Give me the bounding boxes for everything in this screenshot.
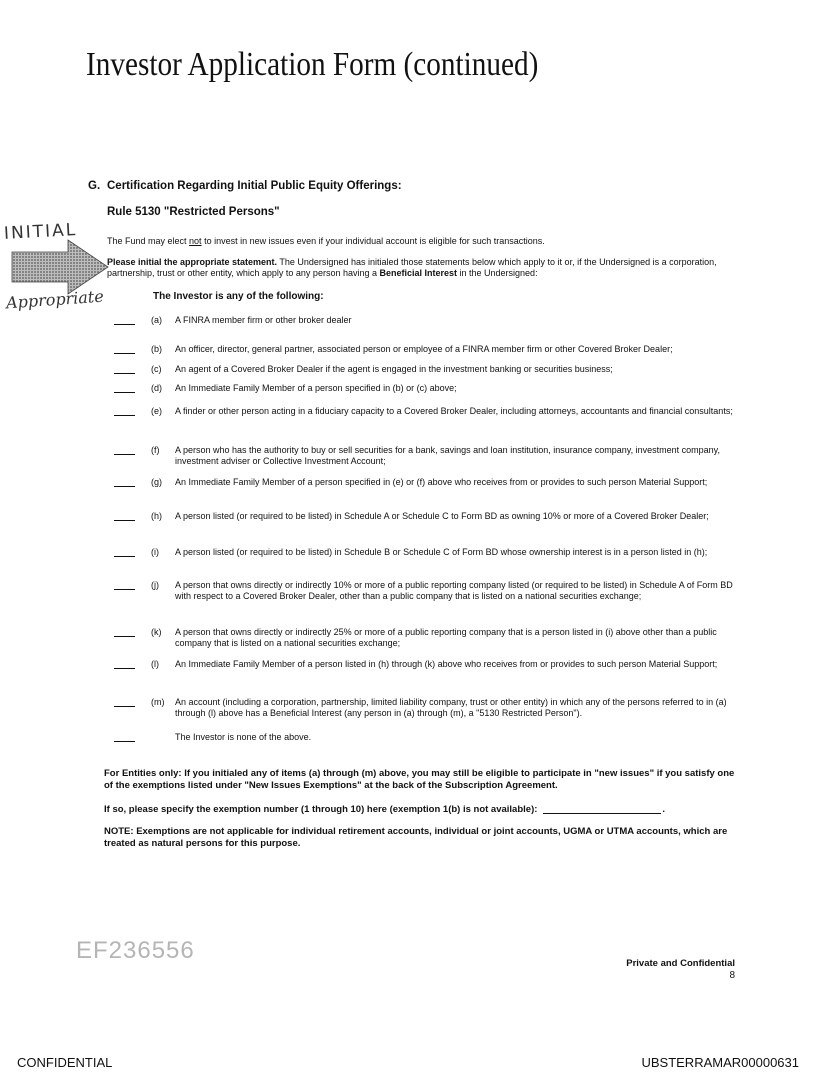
intro-text (107, 236, 545, 246)
initial-blank-field[interactable] (114, 741, 135, 742)
investor-heading: The Investor is any of the following: (153, 291, 324, 302)
initial-blank-field[interactable] (114, 589, 135, 590)
item-letter: (g) (151, 477, 162, 487)
item-text: A person listed (or required to be listed) in Schedule B or Schedule C of Form BD whose ownership interest is in a person listed in (h); (175, 547, 708, 557)
item-text: An Immediate Family Member of a person specified in (e) or (f) above who receives from or provides to such person Material Support; (175, 477, 708, 487)
item-text: An Immediate Family Member of a person listed in (h) through (k) above who receives from or provides to such person Material Support; (175, 659, 718, 669)
item-text: A person that owns directly or indirectly 25% or more of a public reporting company that is a person listed in (i) above other than a public company that is listed on a national securities exchange; (175, 627, 717, 648)
section-heading-text: Certification Regarding Initial Public Equity Offerings: (107, 180, 402, 192)
initial-blank-field[interactable] (114, 392, 135, 393)
entities-note: For Entities only: If you initialed any of items (a) through (m) above, you may still be eligible to participate in "new issues" if you satisfy one of the exemptions listed under "New Issues Exemptions" at the back of the Subscription Agreement. (104, 768, 735, 791)
document-stamp: EF236556 (76, 937, 195, 964)
initial-statement-lead: Please initial the appropriate statement. (107, 257, 278, 267)
page-title: Investor Application Form (continued) (86, 46, 539, 83)
right-arrow-icon (10, 238, 110, 296)
item-letter: (h) (151, 511, 162, 521)
initial-statement-text2: in the Undersigned: (457, 268, 538, 278)
initial-statement-text1: The Undersigned has initialed those statements below which apply to it or, if the Undersigned is a corporation, partnership, trust or other entity, which apply to any person having a (107, 257, 717, 278)
item-text: An officer, director, general partner, associated person or employee of a FINRA member firm or other Covered Broker Dealer; (175, 344, 673, 354)
exemption-number-field[interactable] (543, 813, 661, 814)
intro-underlined: not (189, 236, 202, 246)
item-text: An agent of a Covered Broker Dealer if the agent is engaged in the investment banking or securities business; (175, 364, 613, 374)
exemption-line: If so, please specify the exemption number (1 through 10) here (exemption 1(b) is not available): . (104, 804, 666, 815)
exemptions-note: NOTE: Exemptions are not applicable for individual retirement accounts, individual or joint accounts, UGMA or UTMA accounts, which are treated as natural persons for this purpose. (104, 826, 728, 849)
footer-confidential: CONFIDENTIAL (17, 1055, 113, 1070)
item-letter: (l) (151, 659, 159, 669)
item-letter: (j) (151, 580, 159, 590)
initial-blank-field[interactable] (114, 415, 135, 416)
item-letter: (d) (151, 383, 162, 393)
item-letter: (a) (151, 315, 162, 325)
item-text: A person who has the authority to buy or sell securities for a bank, savings and loan institution, insurance company, investment company, investment adviser or Collective Investment Account; (175, 445, 720, 466)
exemption-prompt: If so, please specify the exemption number (1 through 10) here (exemption 1(b) is not available): (104, 804, 538, 815)
item-text: A FINRA member firm or other broker dealer (175, 315, 352, 325)
item-letter: (f) (151, 445, 160, 455)
initial-statement (107, 257, 747, 279)
initial-blank-field[interactable] (114, 486, 135, 487)
initial-blank-field[interactable] (114, 324, 135, 325)
initial-blank-field[interactable] (114, 706, 135, 707)
item-text: The Investor is none of the above. (175, 732, 312, 742)
initial-blank-field[interactable] (114, 454, 135, 455)
item-text: An account (including a corporation, partnership, limited liability company, trust or other entity) in which any of the persons referred to in (a) through (l) above has a Beneficial Interest (any person in (a) through (m), a "5130 Restricted Person"). (175, 697, 727, 718)
private-confidential-label: Private and Confidential (626, 958, 735, 969)
page-number: 8 (729, 970, 735, 981)
item-text: A person that owns directly or indirectly 10% or more of a public reporting company listed (or required to be listed) in Schedule A of Form BD with respect to a Covered Broker Dealer, other than a public company that is listed on a national securities exchange; (175, 580, 733, 601)
item-letter: (i) (151, 547, 159, 557)
initial-blank-field[interactable] (114, 636, 135, 637)
initial-blank-field[interactable] (114, 353, 135, 354)
section-letter: G. (88, 180, 101, 192)
item-text: A finder or other person acting in a fiduciary capacity to a Covered Broker Dealer, including attorneys, accountants and financial consultants; (175, 406, 733, 416)
beneficial-interest-term: Beneficial Interest (379, 268, 458, 278)
item-letter: (e) (151, 406, 162, 416)
item-letter: (b) (151, 344, 162, 354)
item-letter: (k) (151, 627, 162, 637)
item-letter: (m) (151, 697, 165, 707)
intro-after: to invest in new issues even if your individual account is eligible for such transactions. (201, 236, 545, 246)
initial-blank-field[interactable] (114, 556, 135, 557)
item-letter: (c) (151, 364, 162, 374)
item-text: An Immediate Family Member of a person specified in (b) or (c) above; (175, 383, 457, 393)
initial-blank-field[interactable] (114, 668, 135, 669)
rule-title: Rule 5130 "Restricted Persons" (107, 206, 280, 218)
initial-blank-field[interactable] (114, 520, 135, 521)
intro-before: The Fund may elect (107, 236, 190, 246)
item-text: A person listed (or required to be listed) in Schedule A or Schedule C to Form BD as owning 10% or more of a Covered Broker Dealer; (175, 511, 709, 521)
section-heading (88, 180, 402, 192)
initial-blank-field[interactable] (114, 373, 135, 374)
handwritten-appropriate-note: Appropriate (5, 286, 105, 313)
handwritten-initial-note: INITIAL (3, 220, 78, 244)
footer-bates-number: UBSTERRAMAR00000631 (641, 1055, 799, 1070)
